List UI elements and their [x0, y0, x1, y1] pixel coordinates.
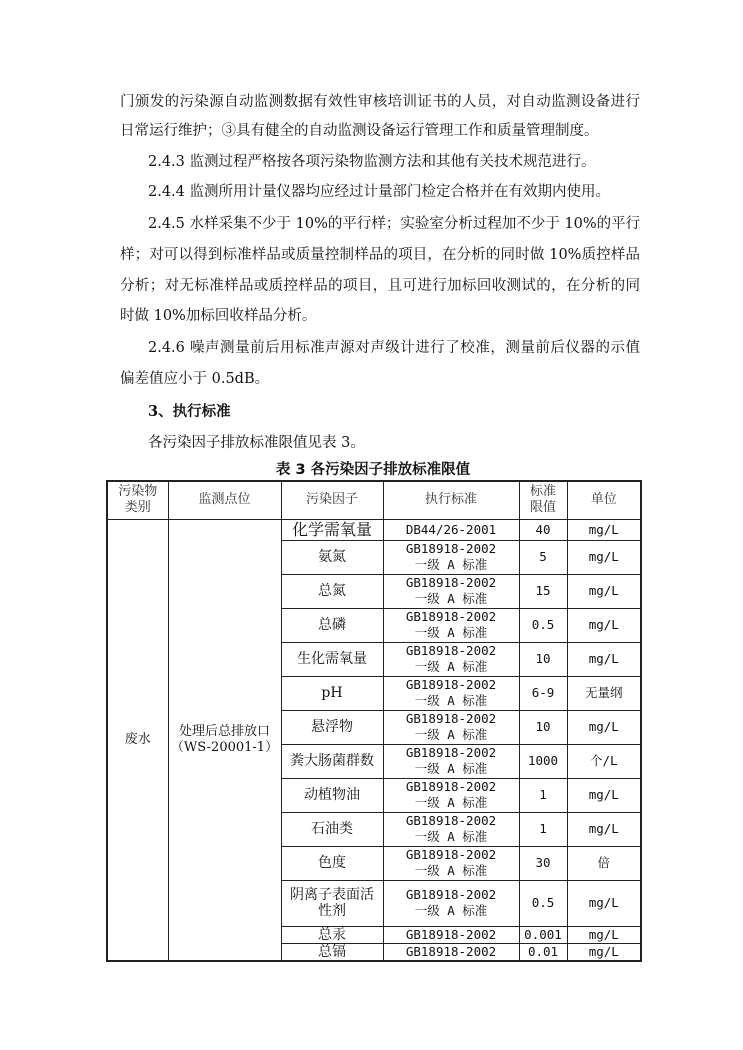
unit-cell: mg/L: [567, 540, 641, 574]
standard-cell: GB18918-2002 一级 A 标准: [383, 676, 519, 710]
limit-cell: 10: [519, 710, 567, 744]
factor-cell: 总磷: [281, 608, 383, 642]
table-row: [107, 519, 641, 540]
unit-cell: mg/L: [567, 710, 641, 744]
unit-cell: mg/L: [567, 574, 641, 608]
standard-cell: GB18918-2002 一级 A 标准: [383, 846, 519, 880]
column-header: 执行标准: [383, 481, 519, 519]
limit-cell: 15: [519, 574, 567, 608]
table-caption: 表 3 各污染因子排放标准限值: [275, 462, 471, 478]
limit-cell: 6-9: [519, 676, 567, 710]
paragraph-line: 分析；对无标准样品或质控样品的项目，且可进行加标回收测试的，在分析的同: [120, 278, 640, 294]
unit-cell: 无量纲: [567, 676, 641, 710]
factor-cell: pH: [281, 676, 383, 710]
factor-cell: 生化需氧量: [281, 642, 383, 676]
unit-cell: mg/L: [567, 642, 641, 676]
standard-cell: GB18918-2002 一级 A 标准: [383, 574, 519, 608]
unit-cell: mg/L: [567, 943, 641, 961]
factor-cell: 动植物油: [281, 778, 383, 812]
paragraph-line: 偏差值应小于 0.5dB。: [120, 371, 270, 387]
limit-cell: 0.5: [519, 608, 567, 642]
column-header: 标准限值: [519, 481, 567, 519]
paragraph-line: 2.4.3 监测过程严格按各项污染物监测方法和其他有关技术规范进行。: [148, 154, 596, 170]
column-header: 污染物类别: [107, 481, 168, 519]
column-header: 污染因子: [281, 481, 383, 519]
intro-text: 各污染因子排放标准限值见表 3。: [148, 435, 365, 451]
paragraph-line: 2.4.5 水样采集不少于 10%的平行样；实验室分析过程加不少于 10%的平行: [148, 216, 641, 232]
factor-cell: 阴离子表面活性剂: [281, 880, 383, 926]
limit-cell: 1: [519, 778, 567, 812]
standard-cell: GB18918-2002: [383, 926, 519, 943]
unit-cell: mg/L: [567, 778, 641, 812]
unit-cell: 个/L: [567, 744, 641, 778]
paragraph-line: 2.4.4 监测所用计量仪器均应经过计量部门检定合格并在有效期内使用。: [148, 184, 611, 200]
factor-cell: 色度: [281, 846, 383, 880]
factor-cell: 氨氮: [281, 540, 383, 574]
column-header: 监测点位: [168, 481, 281, 519]
standard-cell: GB18918-2002 一级 A 标准: [383, 540, 519, 574]
limit-cell: 10: [519, 642, 567, 676]
standard-cell: GB18918-2002 一级 A 标准: [383, 812, 519, 846]
standard-cell: GB18918-2002 一级 A 标准: [383, 710, 519, 744]
paragraph-line: 2.4.6 噪声测量前后用标准声源对声级计进行了校准，测量前后仪器的示值: [148, 340, 640, 356]
limit-cell: 1000: [519, 744, 567, 778]
unit-cell: 倍: [567, 846, 641, 880]
factor-cell: 粪大肠菌群数: [281, 744, 383, 778]
category-cell: 废水: [107, 519, 168, 961]
unit-cell: mg/L: [567, 926, 641, 943]
unit-cell: mg/L: [567, 519, 641, 540]
limit-cell: 0.5: [519, 880, 567, 926]
section-heading: 3、执行标准: [148, 403, 231, 420]
limit-cell: 0.001: [519, 926, 567, 943]
standard-cell: GB18918-2002 一级 A 标准: [383, 608, 519, 642]
location-cell: 处理后总排放口（WS-20001-1）: [168, 519, 281, 961]
limit-cell: 0.01: [519, 943, 567, 961]
paragraph-line: 日常运行维护；③具有健全的自动监测设备运行管理工作和质量管理制度。: [120, 123, 599, 139]
standard-cell: GB18918-2002 一级 A 标准: [383, 744, 519, 778]
emission-limits-table: [106, 480, 642, 962]
paragraph-line: 样；对可以得到标准样品或质量控制样品的项目，在分析的同时做 10%质控样品: [120, 247, 640, 263]
table-header-row: [107, 481, 641, 519]
limit-cell: 1: [519, 812, 567, 846]
factor-cell: 总镉: [281, 943, 383, 961]
factor-cell: 悬浮物: [281, 710, 383, 744]
factor-cell: 总汞: [281, 926, 383, 943]
standard-cell: GB18918-2002 一级 A 标准: [383, 642, 519, 676]
unit-cell: mg/L: [567, 812, 641, 846]
column-header: 单位: [567, 481, 641, 519]
factor-cell: 化学需氧量: [281, 519, 383, 540]
factor-cell: 总氮: [281, 574, 383, 608]
standard-cell: DB44/26-2001: [383, 519, 519, 540]
standard-cell: GB18918-2002: [383, 943, 519, 961]
factor-cell: 石油类: [281, 812, 383, 846]
paragraph-line: 时做 10%加标回收样品分析。: [120, 308, 317, 324]
limit-cell: 5: [519, 540, 567, 574]
limit-cell: 40: [519, 519, 567, 540]
standard-cell: GB18918-2002 一级 A 标准: [383, 778, 519, 812]
unit-cell: mg/L: [567, 880, 641, 926]
unit-cell: mg/L: [567, 608, 641, 642]
limit-cell: 30: [519, 846, 567, 880]
paragraph-line: 门颁发的污染源自动监测数据有效性审核培训证书的人员，对自动监测设备进行: [120, 94, 640, 110]
standard-cell: GB18918-2002 一级 A 标准: [383, 880, 519, 926]
